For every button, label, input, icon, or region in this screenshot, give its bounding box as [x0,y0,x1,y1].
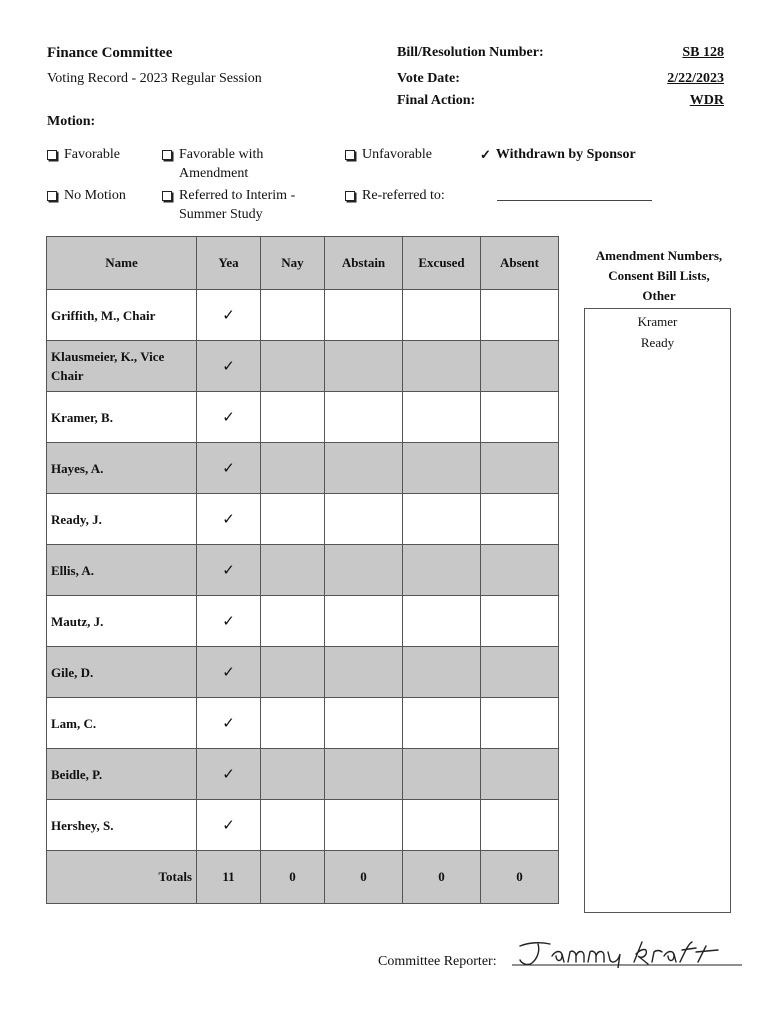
table-header-row [47,237,559,290]
excused-cell [403,494,481,545]
member-name: Lam, C. [47,698,197,749]
nay-cell [261,749,325,800]
yea-cell: ✓ [197,392,261,443]
excused-cell [403,290,481,341]
option-label: Favorable [64,147,120,162]
nay-cell [261,392,325,443]
excused-cell [403,545,481,596]
option-label: No Motion [64,188,126,203]
yea-cell: ✓ [197,647,261,698]
amendments-heading-line: Consent Bill Lists, [608,268,710,283]
excused-cell [403,647,481,698]
absent-cell [481,443,559,494]
member-name: Beidle, P. [47,749,197,800]
nay-cell [261,647,325,698]
table-row [47,494,559,545]
table-row [47,647,559,698]
excused-cell [403,800,481,851]
option-label: Favorable with [179,147,264,162]
amendments-box [584,308,731,913]
checkmark-icon: ✓ [480,147,491,162]
session-subtitle: Voting Record - 2023 Regular Session [47,71,262,86]
option-unfavorable[interactable] [345,145,432,164]
yea-cell: ✓ [197,749,261,800]
option-label-cont: Summer Study [179,207,263,222]
final-action-label: Final Action: [397,93,476,108]
nay-cell [261,545,325,596]
absent-cell [481,749,559,800]
table-row [47,392,559,443]
checkbox-icon [345,150,355,160]
option-label: Unfavorable [362,147,432,162]
vote-date-label: Vote Date: [397,71,460,86]
excused-cell [403,392,481,443]
absent-cell [481,392,559,443]
absent-cell [481,545,559,596]
col-header-excused: Excused [403,237,481,290]
col-header-nay: Nay [261,237,325,290]
vote-table [46,236,559,904]
bill-number-label: Bill/Resolution Number: [397,45,544,60]
yea-cell: ✓ [197,290,261,341]
member-name: Griffith, M., Chair [47,290,197,341]
option-favorable[interactable] [47,145,120,164]
member-name: Klausmeier, K., Vice Chair [47,341,197,392]
col-header-abstain: Abstain [325,237,403,290]
final-action-value: WDR [689,93,724,108]
absent-cell [481,494,559,545]
excused-cell [403,341,481,392]
amendment-entry: Ready [640,335,675,350]
checkbox-icon [47,150,57,160]
total-excused: 0 [403,851,481,904]
absent-cell [481,647,559,698]
absent-cell [481,698,559,749]
checkbox-icon [345,191,355,201]
re-referred-blank[interactable] [497,200,652,201]
nay-cell [261,290,325,341]
abstain-cell [325,392,403,443]
option-withdrawn[interactable] [480,145,636,164]
member-name: Hershey, S. [47,800,197,851]
yea-cell: ✓ [197,596,261,647]
table-row [47,443,559,494]
yea-cell: ✓ [197,443,261,494]
motion-label: Motion: [47,114,96,129]
excused-cell [403,698,481,749]
nay-cell [261,698,325,749]
total-abstain: 0 [325,851,403,904]
vote-date-value: 2/22/2023 [667,71,724,86]
option-label: Withdrawn by Sponsor [495,147,636,162]
abstain-cell [325,443,403,494]
option-referred-interim[interactable] [162,186,295,224]
amendments-heading-line: Amendment Numbers, [595,248,723,263]
abstain-cell [325,800,403,851]
excused-cell [403,596,481,647]
table-row [47,341,559,392]
yea-cell: ✓ [197,698,261,749]
total-absent: 0 [481,851,559,904]
option-no-motion[interactable] [47,186,126,205]
abstain-cell [325,290,403,341]
option-re-referred[interactable] [345,186,445,205]
absent-cell [481,596,559,647]
option-label: Re-referred to: [362,188,445,203]
checkbox-icon [162,150,172,160]
abstain-cell [325,545,403,596]
table-row [47,290,559,341]
committee-reporter-label: Committee Reporter: [378,954,497,969]
total-nay: 0 [261,851,325,904]
excused-cell [403,749,481,800]
member-name: Gile, D. [47,647,197,698]
absent-cell [481,800,559,851]
col-header-absent: Absent [481,237,559,290]
table-row [47,698,559,749]
nay-cell [261,596,325,647]
nay-cell [261,341,325,392]
table-row [47,749,559,800]
signature-image [512,938,742,968]
yea-cell: ✓ [197,341,261,392]
member-name: Hayes, A. [47,443,197,494]
nay-cell [261,494,325,545]
col-header-yea: Yea [197,237,261,290]
nay-cell [261,800,325,851]
absent-cell [481,341,559,392]
member-name: Ready, J. [47,494,197,545]
absent-cell [481,290,559,341]
yea-cell: ✓ [197,545,261,596]
option-favorable-with-amendment[interactable] [162,145,263,183]
abstain-cell [325,494,403,545]
col-header-name: Name [47,237,197,290]
nay-cell [261,443,325,494]
excused-cell [403,443,481,494]
amendment-entry: Kramer [637,314,678,329]
total-yea: 11 [197,851,261,904]
member-name: Mautz, J. [47,596,197,647]
member-name: Kramer, B. [47,392,197,443]
abstain-cell [325,341,403,392]
table-row [47,800,559,851]
abstain-cell [325,698,403,749]
abstain-cell [325,647,403,698]
abstain-cell [325,749,403,800]
option-label-cont: Amendment [179,166,249,181]
table-row [47,596,559,647]
abstain-cell [325,596,403,647]
checkbox-icon [162,191,172,201]
option-label: Referred to Interim - [179,188,296,203]
amendments-heading [584,246,734,306]
table-row [47,545,559,596]
committee-title: Finance Committee [47,45,173,61]
bill-number-value: SB 128 [682,45,724,60]
amendments-heading-line: Other [642,288,676,303]
member-name: Ellis, A. [47,545,197,596]
yea-cell: ✓ [197,800,261,851]
totals-label: Totals [47,851,197,904]
totals-row [47,851,559,904]
checkbox-icon [47,191,57,201]
yea-cell: ✓ [197,494,261,545]
